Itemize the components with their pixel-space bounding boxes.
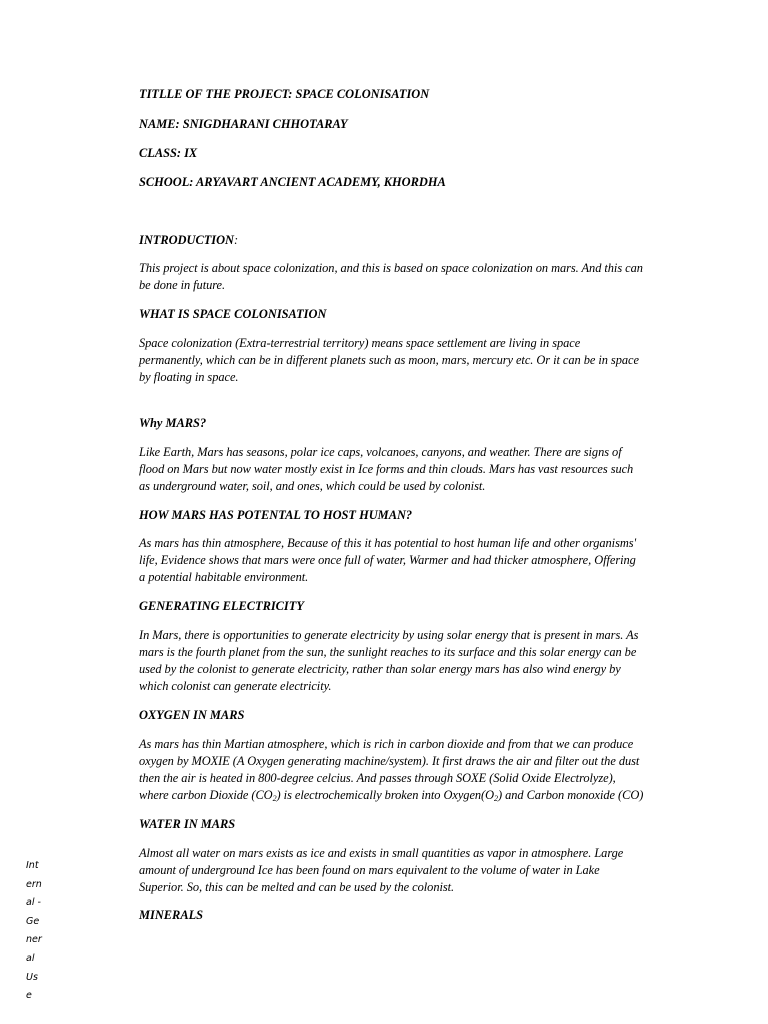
internal-use-label: Int ern al - Ge ner al Us e xyxy=(26,860,42,1002)
why-heading: Why MARS? xyxy=(139,416,207,430)
school-name: SCHOOL: ARYAVART ANCIENT ACADEMY, KHORDHA xyxy=(139,175,446,189)
potential-body: As mars has thin atmosphere, Because of this it has potential to host human life and other organisms' life, Evidence shows that mars were once full of water, Warmer and had thicker atmosphere, Offering a potential habitable environment. xyxy=(139,536,637,584)
what-body: Space colonization (Extra-terrestrial territory) means space settlement are living in space permanently, which can be in different planets such as moon, mars, mercury etc. Or it can be in space by floating in space. xyxy=(139,336,639,384)
oxygen-line-part-b: ) is electrochemically broken into Oxygen(O xyxy=(276,788,495,802)
o2-subscript: 2 xyxy=(494,794,498,803)
oxygen-body: As mars has thin Martian atmosphere, which is rich in carbon dioxide and from that we can produce oxygen by MOXIE (A Oxygen generating machine/system). It first draws the air and filter out the dust then the air is heated in 800-degree celcius. And passes through SOXE (Solid Oxide Electrolyze), xyxy=(139,737,640,785)
oxygen-heading: OXYGEN IN MARS xyxy=(139,708,245,722)
potential-heading: HOW MARS HAS POTENTAL TO HOST HUMAN? xyxy=(139,508,413,522)
electricity-heading: GENERATING ELECTRICITY xyxy=(139,599,304,613)
student-name: NAME: SNIGDHARANI CHHOTARAY xyxy=(139,117,348,131)
electricity-body: In Mars, there is opportunities to generate electricity by using solar energy that is present in mars. As mars is the fourth planet from the sun, the sunlight reaches to its surface and this solar energy can be used by the colonist to generate electricity, rather than solar energy mars has also wind energy by which colonist can generate electricity. xyxy=(139,628,639,693)
water-body: Almost all water on mars exists as ice and exists in small quantities as vapor in atmosphere. Large amount of underground Ice has been found on mars equivalent to the volume of water in Lake Superior. So, this can be melted and can be used by the colonist. xyxy=(139,846,624,894)
minerals-heading: MINERALS xyxy=(139,908,204,922)
student-class: CLASS: IX xyxy=(139,146,198,160)
oxygen-body-last-line xyxy=(139,787,679,804)
intro-body: This project is about space colonization, and this is based on space colonization on mars. And this can be done in future. xyxy=(139,261,643,292)
co2-subscript: 2 xyxy=(272,794,277,803)
intro-heading xyxy=(139,232,238,248)
oxygen-line-part-a: where carbon Dioxide (CO xyxy=(139,788,273,802)
oxygen-line-part-c: ) and Carbon monoxide (CO) xyxy=(497,788,644,802)
intro-heading-colon: : xyxy=(234,233,239,247)
why-body: Like Earth, Mars has seasons, polar ice caps, volcanoes, canyons, and weather. There are signs of flood on Mars but now water mostly exist in Ice forms and thin clouds. Mars has vast resources such as underground water, soil, and ones, which could be used by colonist. xyxy=(139,445,634,493)
intro-heading-text: INTRODUCTION xyxy=(139,233,234,247)
water-heading: WATER IN MARS xyxy=(139,817,236,831)
what-heading: WHAT IS SPACE COLONISATION xyxy=(139,307,327,321)
project-title: TITLLE OF THE PROJECT: SPACE COLONISATION xyxy=(139,87,430,101)
